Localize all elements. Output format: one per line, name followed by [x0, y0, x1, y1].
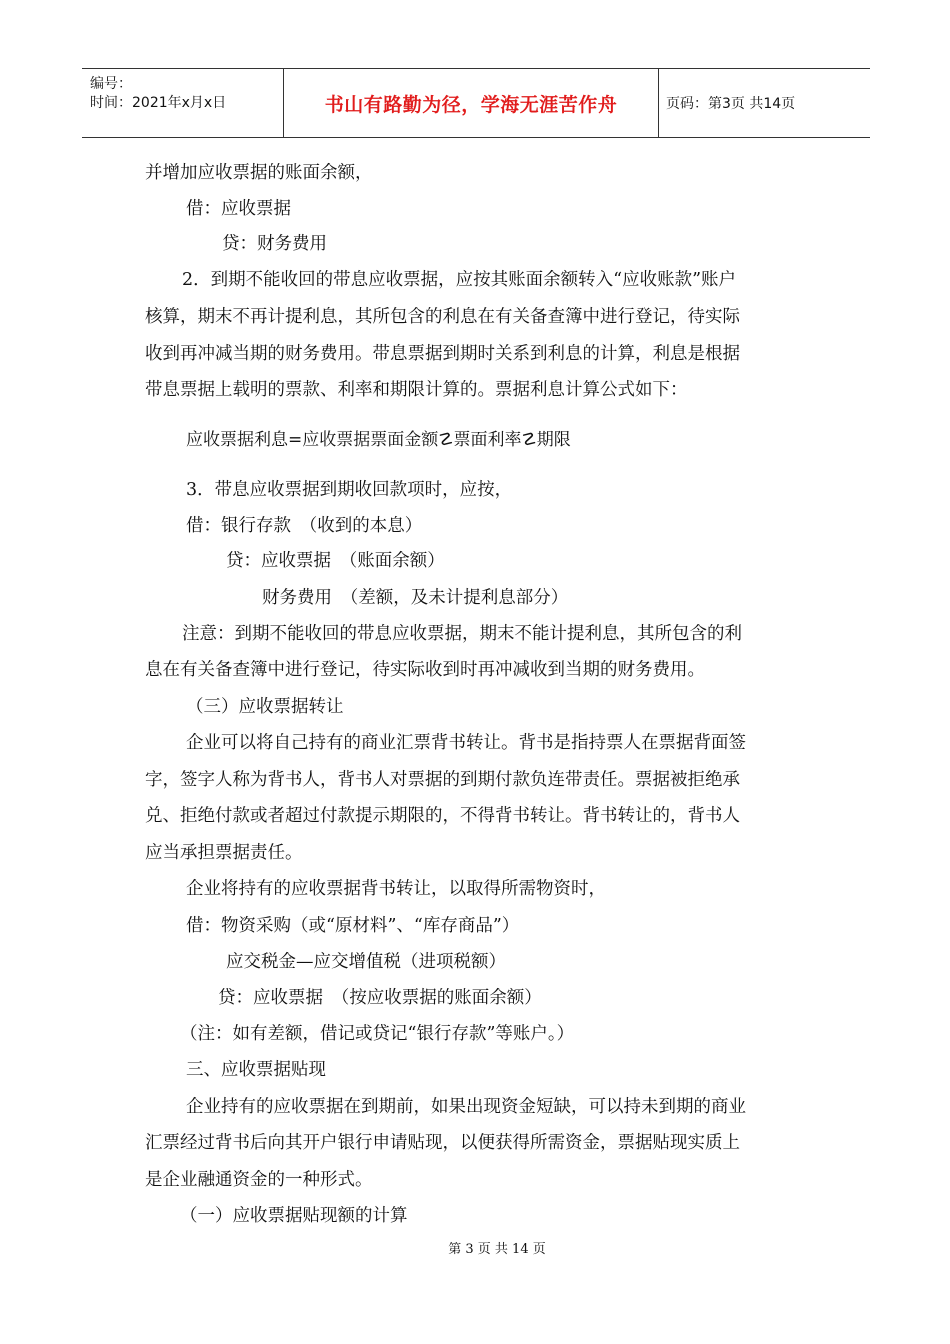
text-line: 借：应收票据	[186, 199, 291, 219]
text-line: 字，签字人称为背书人，背书人对票据的到期付款负连带责任。票据被拒绝承	[145, 770, 740, 790]
header-number-label: 编号：	[90, 76, 132, 92]
header-motto: 书山有路勤为径，学海无涯苦作舟	[324, 93, 618, 116]
text-line: 核算，期末不再计提利息，其所包含的利息在有关备查簿中进行登记，待实际	[145, 307, 740, 327]
page-header	[82, 68, 870, 138]
text-line: 息在有关备查簿中进行登记，待实际收到时再冲减收到当期的财务费用。	[145, 660, 705, 680]
text-line: 带息票据上载明的票款、利率和期限计算的。票据利息计算公式如下：	[145, 380, 688, 400]
formula-line: 应收票据利息=应收票据票面金额☡票面利率☡期限	[186, 430, 571, 450]
section-heading: （三）应收票据转让	[186, 697, 344, 717]
text-line: 企业将持有的应收票据背书转让，以取得所需物资时，	[186, 879, 606, 899]
text-line: （注：如有差额，借记或贷记“银行存款”等账户。）	[180, 1024, 575, 1044]
text-line: 贷：应收票据 （按应收票据的账面余额）	[218, 988, 542, 1008]
text-line: 是企业融通资金的一种形式。	[145, 1170, 373, 1190]
section-heading: 三、应收票据贴现	[186, 1060, 326, 1080]
text-line: 应交税金—应交增值税（进项税额）	[226, 952, 506, 972]
header-motto-cell	[283, 69, 659, 137]
text-line: 收到再冲减当期的财务费用。带息票据到期时关系到利息的计算，利息是根据	[145, 344, 740, 364]
text-line: 汇票经过背书后向其开户银行申请贴现，以便获得所需资金，票据贴现实质上	[145, 1133, 740, 1153]
text-line: 并增加应收票据的账面余额，	[145, 163, 373, 183]
text-line: 企业可以将自己持有的商业汇票背书转让。背书是指持票人在票据背面签	[186, 733, 746, 753]
text-line: 兑、拒绝付款或者超过付款提示期限的，不得背书转让。背书转让的，背书人	[145, 806, 740, 826]
header-date-label: 时间：2021年x月x日	[90, 95, 227, 111]
header-meta	[82, 69, 283, 137]
text-line: 注意：到期不能收回的带息应收票据，期末不能计提利息，其所包含的利	[182, 624, 742, 644]
text-line: 财务费用 （差额，及未计提利息部分）	[262, 588, 569, 608]
text-line: 借：物资采购（或“原材料”、“库存商品”）	[186, 916, 520, 936]
text-line: 3．带息应收票据到期收回款项时，应按，	[186, 480, 513, 500]
section-heading: （一）应收票据贴现额的计算	[180, 1206, 408, 1226]
text-line: 贷：应收票据 （账面余额）	[226, 551, 445, 571]
header-page-info: 页码：第3页 共14页	[666, 96, 796, 112]
text-line: 企业持有的应收票据在到期前，如果出现资金短缺，可以持未到期的商业	[186, 1097, 746, 1117]
text-line: 贷：财务费用	[222, 234, 327, 254]
text-line: 2．到期不能收回的带息应收票据，应按其账面余额转入“应收账款”账户	[182, 270, 737, 290]
text-line: 应当承担票据责任。	[145, 843, 303, 863]
header-page-cell	[658, 69, 870, 137]
page-footer: 第 3 页 共 14 页	[448, 1242, 546, 1257]
text-line: 借：银行存款 （收到的本息）	[186, 516, 423, 536]
